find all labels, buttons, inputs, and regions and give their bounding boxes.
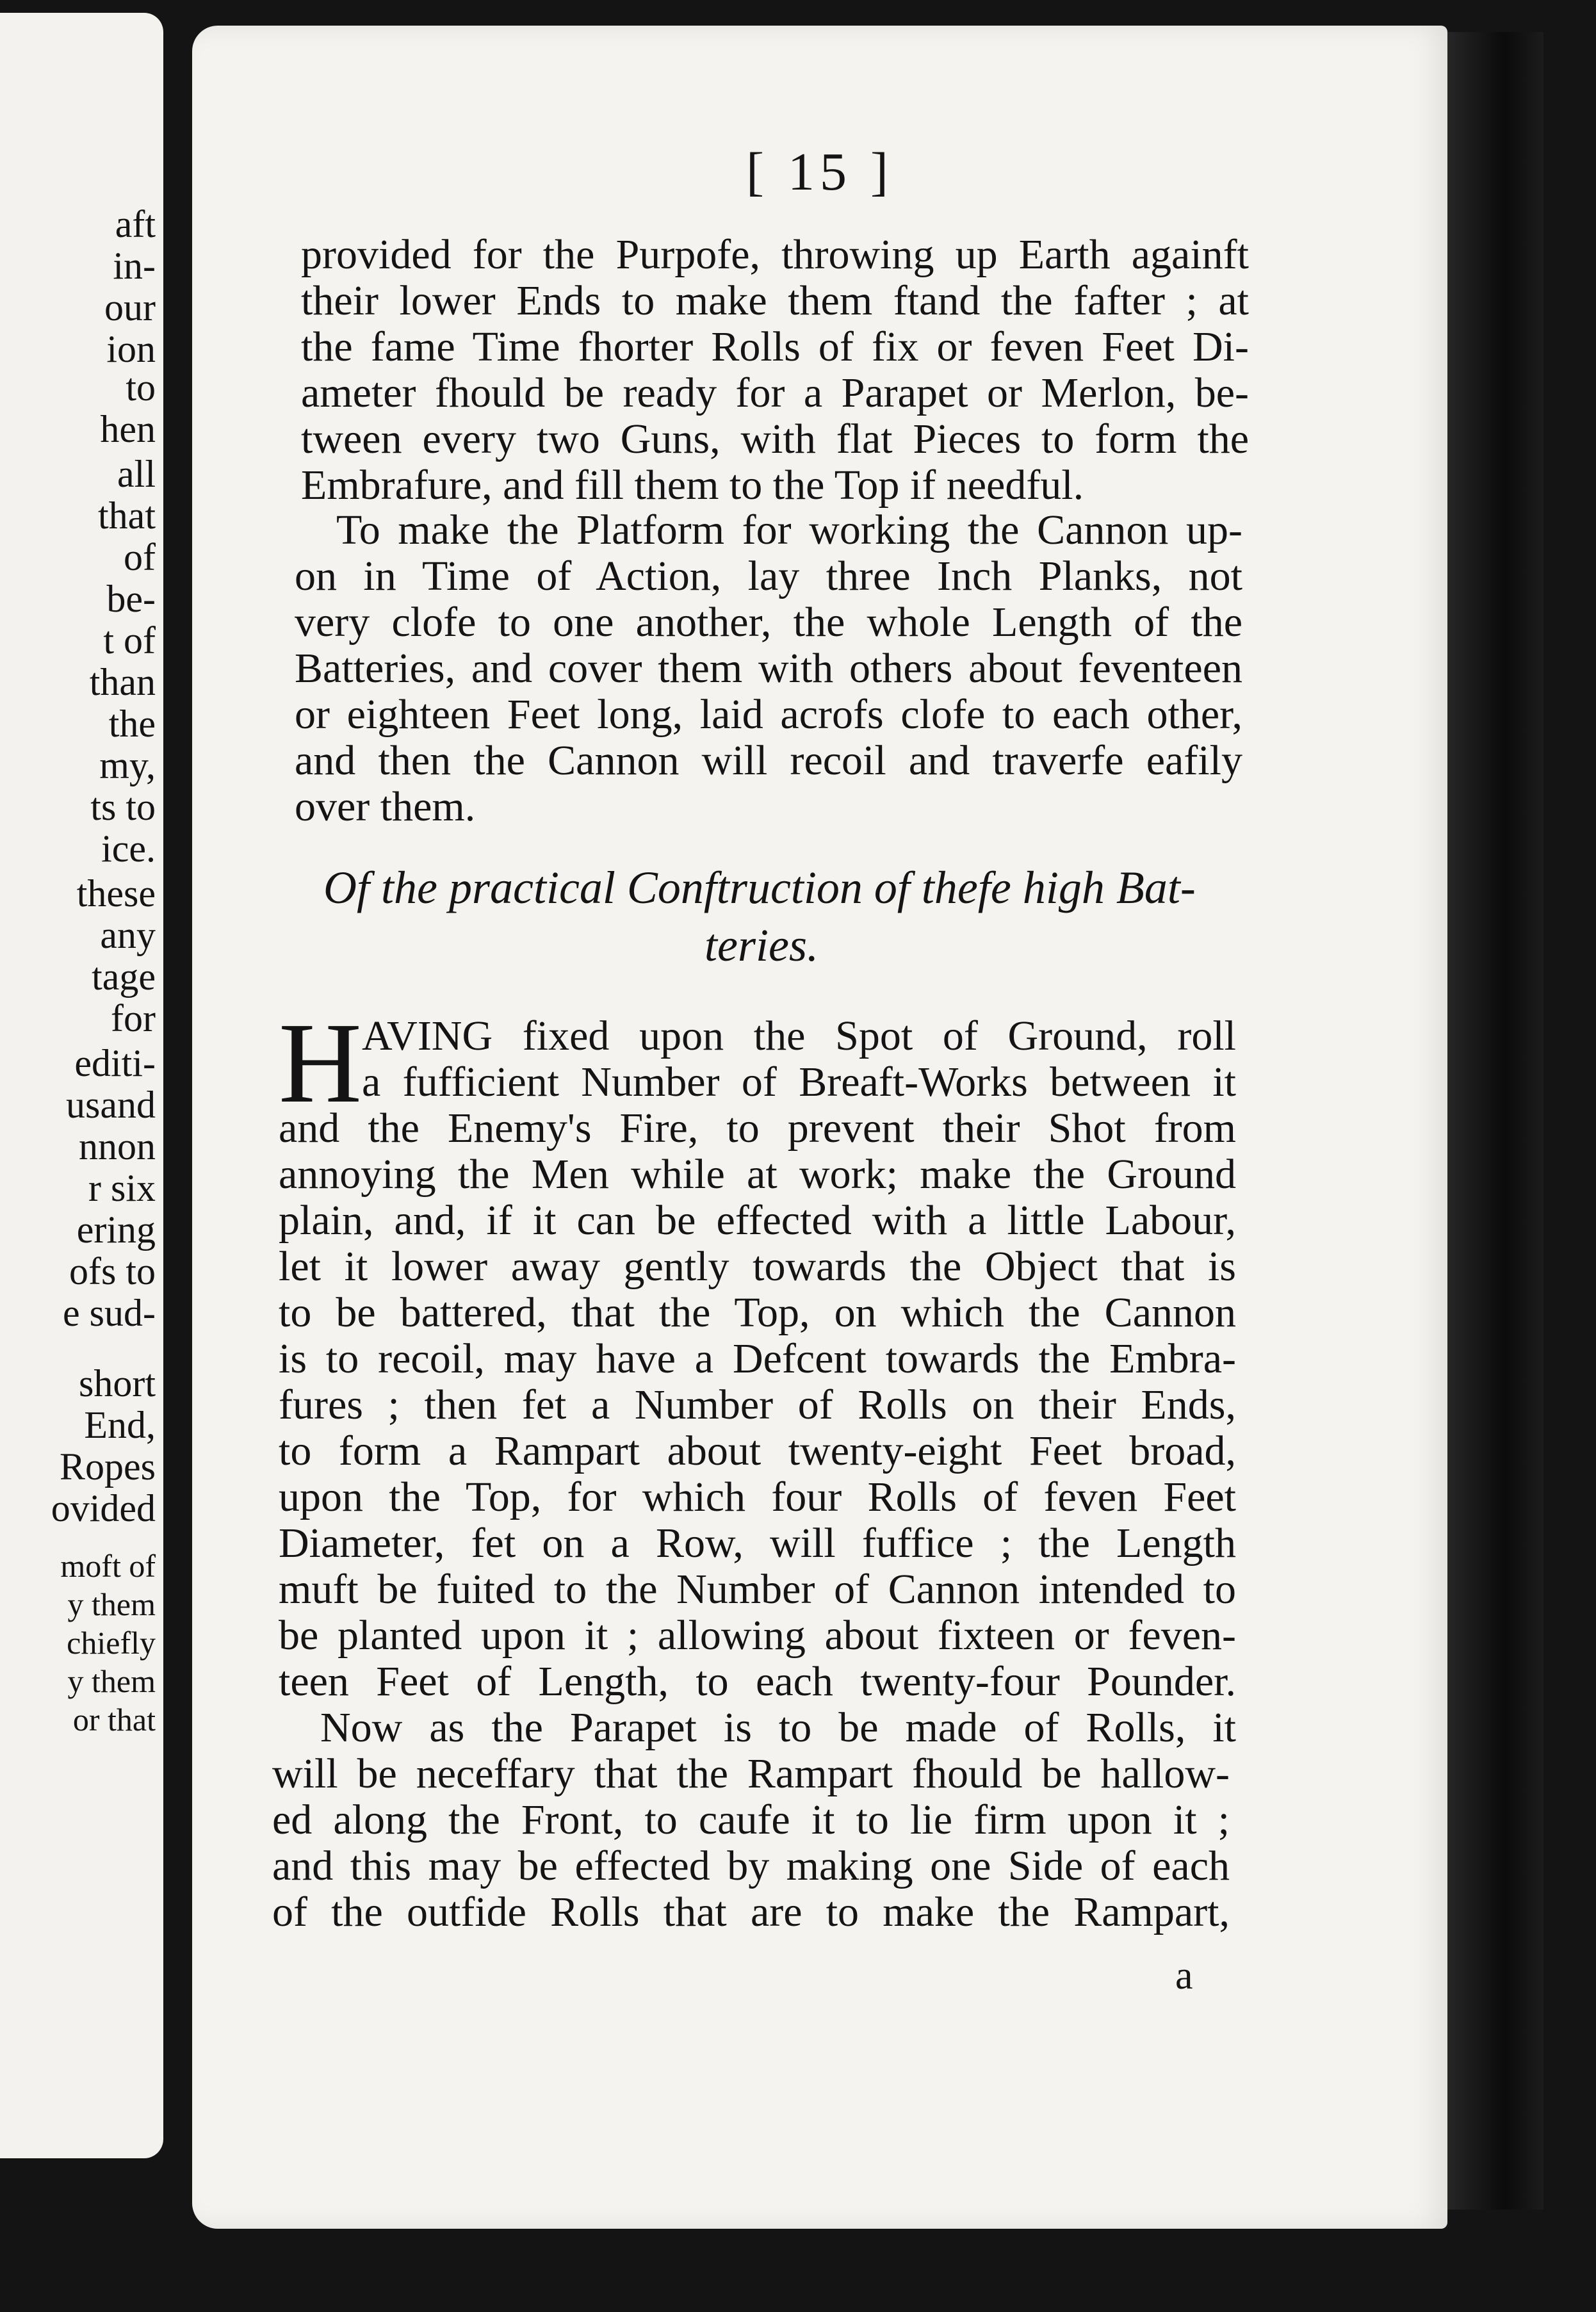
left-page-fragment: chiefly [67,1625,156,1661]
left-page-fragment: of [124,536,156,578]
text-line: very clofe to one another, the whole Length of the [295,599,1242,646]
text-line: ameter fhould be ready for a Parapet or Merlon, be- [301,370,1249,416]
text-line: be planted upon it ; allowing about fixteen or feven- [279,1612,1236,1659]
text-line: a fufficient Number of Breaft-Works between it [362,1059,1236,1105]
left-page-fragment: hen [100,408,156,450]
text-line: To make the Platform for working the Cannon up- [336,507,1242,553]
left-page-fragment: usand [66,1084,156,1126]
text-line: Embrafure, and fill them to the Top if needful. [301,462,1084,509]
left-page-fragment: our [104,286,156,329]
left-page [0,13,163,2158]
text-line: to form a Rampart about twenty-eight Feet broad, [279,1428,1236,1474]
left-page-fragment: ofs to [69,1250,156,1292]
left-page-fragment: for [111,997,156,1039]
section-heading: teries. [704,920,818,971]
left-page-fragment: short [79,1362,156,1404]
left-page-fragment: any [100,914,156,956]
left-page-fragment: these [76,872,156,915]
text-line: AVING fixed upon the Spot of Ground, roll [362,1013,1236,1059]
text-line: the fame Time fhorter Rolls of fix or feven Feet Di- [301,323,1249,370]
left-page-fragment: ering [76,1209,156,1251]
left-page-fragment: e sud- [63,1292,156,1334]
left-page-fragment: y them [67,1586,156,1622]
text-line: muft be fuited to the Number of Cannon intended to [279,1566,1236,1613]
left-page-fragment: to [126,366,156,409]
text-line: Batteries, and cover them with others about feventeen [295,645,1242,692]
text-line: annoying the Men while at work; make the Ground [279,1151,1236,1198]
left-page-fragment: aft [115,203,156,245]
section-heading: Of the practical Conftruction of thefe high Bat- [323,862,1196,913]
text-line: will be neceffary that the Rampart fhould be hallow- [272,1750,1230,1797]
text-line: tween every two Guns, with flat Pieces to form the [301,416,1249,462]
text-line: to be battered, that the Top, on which the Cannon [279,1289,1236,1336]
left-page-fragment: editi- [74,1042,156,1084]
left-page-fragment: t of [103,619,156,662]
left-page-fragment: ovided [51,1487,156,1529]
left-page-fragment: than [89,661,156,703]
book-edge [1447,32,1543,2210]
text-line: and then the Cannon will recoil and traverfe eafily [295,737,1242,784]
page-number: [ 15 ] [746,142,893,202]
left-page-fragment: all [117,453,156,495]
left-page-fragment: End, [84,1404,156,1446]
left-page-fragment: ion [106,328,156,370]
left-page-fragment: r six [88,1167,156,1209]
drop-cap: H [279,999,362,1127]
catchword: a [1175,1954,1193,1998]
left-page-fragment: ts to [90,786,156,828]
left-page-fragment: nnon [79,1125,156,1168]
text-line: let it lower away gently towards the Object that is [279,1243,1236,1290]
text-line: or eighteen Feet long, laid acrofs clofe to each other, [295,691,1242,738]
text-line: ed along the Front, to caufe it to lie firm upon it ; [272,1796,1230,1843]
text-line: and this may be effected by making one Side of each [272,1843,1230,1889]
text-line: over them. [295,783,476,830]
left-page-fragment: in- [113,245,156,287]
left-page-fragment: ice. [101,827,156,870]
text-line: and the Enemy's Fire, to prevent their Shot from [279,1105,1236,1152]
text-line: their lower Ends to make them ftand the fafter ; at [301,277,1249,324]
text-line: fures ; then fet a Number of Rolls on their Ends, [279,1381,1236,1428]
left-page-fragment: tage [92,956,156,998]
left-page-fragment: or that [72,1702,156,1738]
text-line: is to recoil, may have a Defcent towards the Embra- [279,1335,1236,1382]
left-page-fragment: Ropes [60,1445,156,1488]
text-line: upon the Top, for which four Rolls of feven Feet [279,1474,1236,1520]
text-line: on in Time of Action, lay three Inch Planks, not [295,553,1242,599]
left-page-fragment: moft of [60,1548,156,1584]
text-line: teen Feet of Length, to each twenty-four Pounder. [279,1658,1236,1705]
text-line: Now as the Parapet is to be made of Rolls, it [320,1704,1236,1751]
main-page [192,26,1447,2229]
left-page-fragment: y them [67,1663,156,1699]
text-line: Diameter, fet on a Row, will fuffice ; the Length [279,1520,1236,1567]
text-line: of the outfide Rolls that are to make the Rampart, [272,1889,1230,1935]
text-line: provided for the Purpofe, throwing up Earth againft [301,231,1249,278]
left-page-fragment: my, [99,744,156,786]
left-page-fragment: that [98,494,156,537]
left-page-fragment: be- [106,578,156,620]
text-line: plain, and, if it can be effected with a little Labour, [279,1197,1236,1244]
left-page-fragment: the [108,703,156,745]
